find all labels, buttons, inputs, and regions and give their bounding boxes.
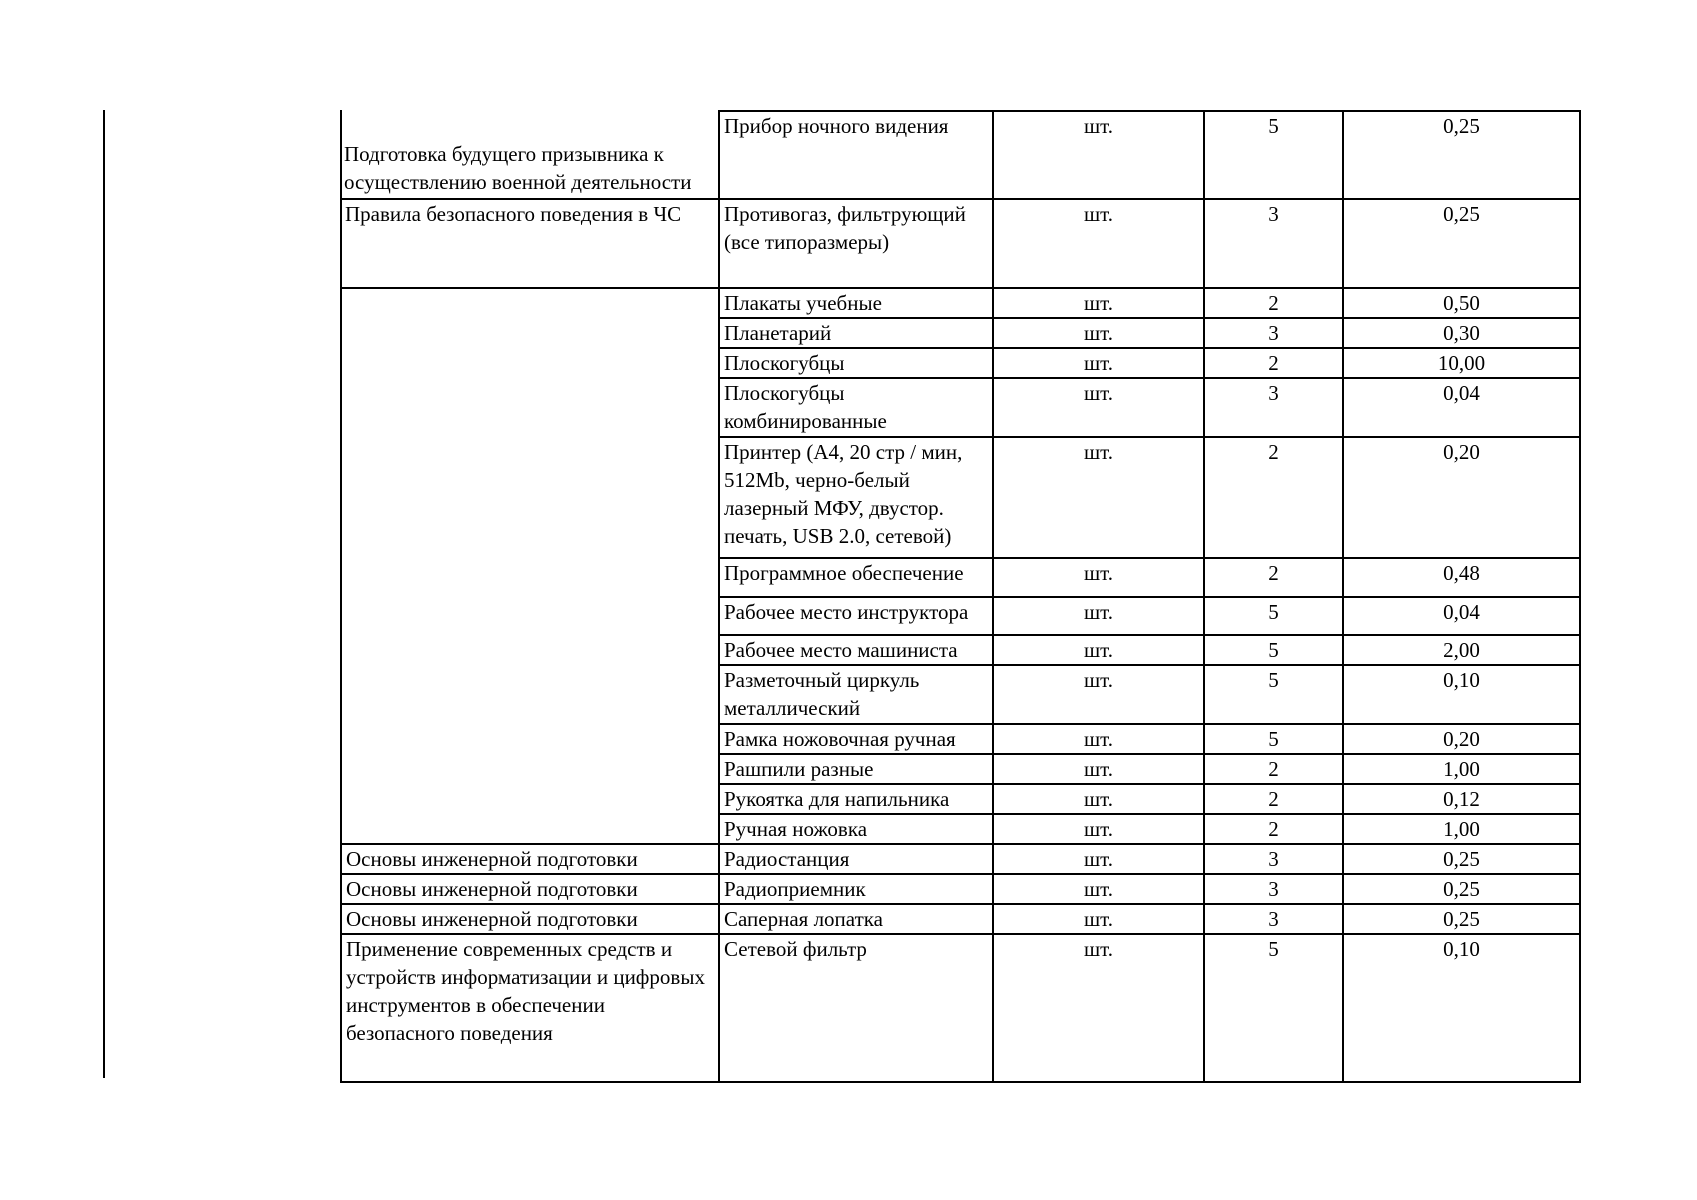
qty-cell: 3 — [1204, 318, 1343, 348]
unit-cell: шт. — [993, 874, 1204, 904]
item-cell: Рабочее место инструктора — [719, 597, 993, 635]
qty-cell: 2 — [1204, 814, 1343, 844]
item-cell: Саперная лопатка — [719, 904, 993, 934]
table-row — [341, 288, 1580, 318]
item-cell: Плакаты учебные — [719, 288, 993, 318]
value-cell: 0,50 — [1343, 288, 1580, 318]
unit-cell: шт. — [993, 348, 1204, 378]
item-cell: Программное обеспечение — [719, 558, 993, 597]
unit-cell: шт. — [993, 111, 1204, 199]
value-cell: 0,10 — [1343, 934, 1580, 1082]
value-cell: 0,20 — [1343, 724, 1580, 754]
value-cell: 1,00 — [1343, 754, 1580, 784]
qty-cell: 5 — [1204, 665, 1343, 724]
section-cell: Подготовка будущего призывника к осуществлению военной деятельности — [341, 111, 719, 199]
value-cell: 0,12 — [1343, 784, 1580, 814]
equipment-table — [340, 110, 1581, 1083]
unit-cell: шт. — [993, 437, 1204, 558]
item-cell: Ручная ножовка — [719, 814, 993, 844]
qty-cell: 3 — [1204, 844, 1343, 874]
qty-cell: 2 — [1204, 784, 1343, 814]
section-cell: Применение современных средств и устройств информатизации и цифровых инструментов в обеспечении безопасного поведения — [341, 934, 719, 1082]
qty-cell: 5 — [1204, 635, 1343, 665]
table-row — [341, 199, 1580, 288]
value-cell: 0,25 — [1343, 111, 1580, 199]
unit-cell: шт. — [993, 665, 1204, 724]
qty-cell: 5 — [1204, 597, 1343, 635]
unit-cell: шт. — [993, 199, 1204, 288]
value-cell: 0,25 — [1343, 199, 1580, 288]
table-row — [341, 874, 1580, 904]
item-cell: Радиоприемник — [719, 874, 993, 904]
item-cell: Рамка ножовочная ручная — [719, 724, 993, 754]
unit-cell: шт. — [993, 318, 1204, 348]
unit-cell: шт. — [993, 724, 1204, 754]
unit-cell: шт. — [993, 844, 1204, 874]
table-row — [341, 904, 1580, 934]
item-cell: Сетевой фильтр — [719, 934, 993, 1082]
value-cell: 0,10 — [1343, 665, 1580, 724]
unit-cell: шт. — [993, 597, 1204, 635]
item-cell: Прибор ночного видения — [719, 111, 993, 199]
qty-cell: 3 — [1204, 904, 1343, 934]
qty-cell: 3 — [1204, 874, 1343, 904]
qty-cell: 5 — [1204, 724, 1343, 754]
section-cell: Основы инженерной подготовки — [341, 874, 719, 904]
unit-cell: шт. — [993, 784, 1204, 814]
unit-cell: шт. — [993, 904, 1204, 934]
value-cell: 0,25 — [1343, 844, 1580, 874]
item-cell: Плоскогубцы комбинированные — [719, 378, 993, 437]
unit-cell: шт. — [993, 558, 1204, 597]
item-cell: Противогаз, фильтрующий (все типоразмеры) — [719, 199, 993, 288]
page-margin-line — [103, 110, 105, 1078]
value-cell: 0,25 — [1343, 904, 1580, 934]
qty-cell: 2 — [1204, 754, 1343, 784]
qty-cell: 5 — [1204, 111, 1343, 199]
item-cell: Принтер (А4, 20 стр / мин, 512Mb, черно-белый лазерный МФУ, двустор. печать, USB 2.0, сетевой) — [719, 437, 993, 558]
table-row — [341, 934, 1580, 1082]
section-cell: Правила безопасного поведения в ЧС — [341, 199, 719, 288]
value-cell: 0,04 — [1343, 378, 1580, 437]
item-cell: Рашпили разные — [719, 754, 993, 784]
item-cell: Разметочный циркуль металлический — [719, 665, 993, 724]
unit-cell: шт. — [993, 814, 1204, 844]
value-cell: 0,30 — [1343, 318, 1580, 348]
unit-cell: шт. — [993, 378, 1204, 437]
qty-cell: 2 — [1204, 288, 1343, 318]
section-cell: Основы инженерной подготовки — [341, 844, 719, 874]
qty-cell: 2 — [1204, 348, 1343, 378]
value-cell: 0,48 — [1343, 558, 1580, 597]
section-cell: Основы инженерной подготовки — [341, 904, 719, 934]
table-row — [341, 111, 1580, 199]
section-cell — [341, 288, 719, 844]
unit-cell: шт. — [993, 754, 1204, 784]
qty-cell: 2 — [1204, 558, 1343, 597]
item-cell: Рабочее место машиниста — [719, 635, 993, 665]
qty-cell: 5 — [1204, 934, 1343, 1082]
unit-cell: шт. — [993, 288, 1204, 318]
qty-cell: 3 — [1204, 199, 1343, 288]
value-cell: 0,20 — [1343, 437, 1580, 558]
value-cell: 0,25 — [1343, 874, 1580, 904]
item-cell: Рукоятка для напильника — [719, 784, 993, 814]
item-cell: Планетарий — [719, 318, 993, 348]
item-cell: Радиостанция — [719, 844, 993, 874]
qty-cell: 3 — [1204, 378, 1343, 437]
unit-cell: шт. — [993, 934, 1204, 1082]
unit-cell: шт. — [993, 635, 1204, 665]
value-cell: 1,00 — [1343, 814, 1580, 844]
value-cell: 2,00 — [1343, 635, 1580, 665]
value-cell: 10,00 — [1343, 348, 1580, 378]
table-row — [341, 844, 1580, 874]
qty-cell: 2 — [1204, 437, 1343, 558]
value-cell: 0,04 — [1343, 597, 1580, 635]
item-cell: Плоскогубцы — [719, 348, 993, 378]
